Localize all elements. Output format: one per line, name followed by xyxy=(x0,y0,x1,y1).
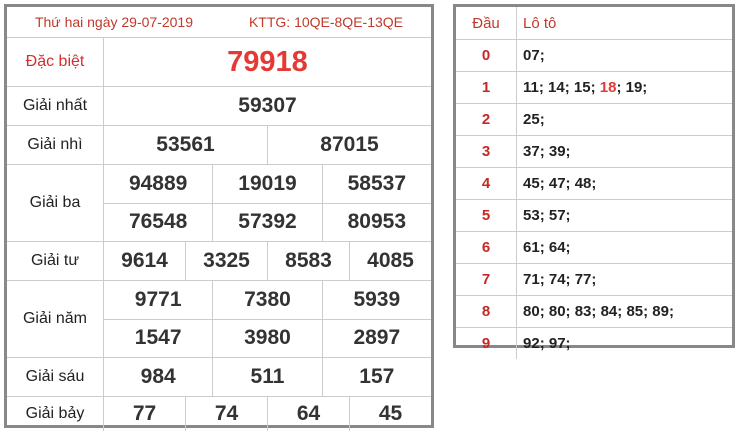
loto-header: Lô tô xyxy=(523,14,557,32)
loto-row xyxy=(456,168,732,200)
loto-number: 89 xyxy=(652,303,669,320)
prize-label-second: Giải nhì xyxy=(7,126,104,164)
loto-number: 15 xyxy=(573,79,591,96)
loto-number: 25 xyxy=(523,111,540,128)
loto-number: 57 xyxy=(548,207,566,224)
prize-number: 74 xyxy=(185,397,267,431)
prize-number: 45 xyxy=(349,397,431,431)
results-header xyxy=(7,7,431,38)
loto-number: 48 xyxy=(574,175,592,192)
loto-number: 85 xyxy=(626,303,644,320)
loto-dau: 2 xyxy=(456,104,517,135)
loto-values: 92 ; 97 ; xyxy=(523,335,575,352)
prize-label-seventh: Giải bảy xyxy=(7,397,104,431)
prize-number: 8583 xyxy=(267,242,349,280)
prize-row-first xyxy=(7,87,431,126)
prize-number: 80953 xyxy=(322,204,431,242)
prize-number: 3980 xyxy=(212,320,321,358)
loto-values: 71 ; 74 ; 77 ; xyxy=(523,271,601,288)
prize-number: 87015 xyxy=(267,126,431,164)
loto-dau: 1 xyxy=(456,72,517,103)
prize-row-fifth xyxy=(7,281,431,358)
loto-row xyxy=(456,200,732,232)
dau-header: Đầu xyxy=(456,7,517,39)
loto-values: 07 ; xyxy=(523,47,549,64)
loto-dau: 7 xyxy=(456,264,517,295)
prize-number: 94889 xyxy=(128,171,188,195)
prize-label-fourth: Giải tư xyxy=(7,242,104,280)
loto-values: 11 ; 14 ; 15 ; 18 ; 19 ; xyxy=(523,79,652,96)
prize-number: 3325 xyxy=(185,242,267,280)
loto-number: 71 xyxy=(523,271,540,288)
loto-row xyxy=(456,40,732,72)
loto-number: 53 xyxy=(523,207,540,224)
loto-dau: 3 xyxy=(456,136,517,167)
loto-number: 19 xyxy=(625,79,643,96)
prize-row-second xyxy=(7,126,431,165)
prize-number: 64 xyxy=(267,397,349,431)
loto-row xyxy=(456,232,732,264)
prize-number-special: 79918 xyxy=(227,45,308,78)
kttg-code: KTTG: 10QE-8QE-13QE xyxy=(248,14,404,30)
loto-values: 25 ; xyxy=(523,111,549,128)
results-table xyxy=(4,4,434,428)
loto-number: 07 xyxy=(523,47,540,64)
prize-number: 59307 xyxy=(238,94,297,117)
loto-number: 92 xyxy=(523,335,540,352)
loto-number: 74 xyxy=(548,271,566,288)
prize-label-special: Đặc biệt xyxy=(7,38,104,86)
prize-number: 5939 xyxy=(322,281,431,319)
prize-label-sixth: Giải sáu xyxy=(7,358,104,396)
prize-number: 77 xyxy=(132,402,157,425)
loto-rows xyxy=(456,40,732,359)
loto-values: 61 ; 64 ; xyxy=(523,239,575,256)
loto-number: 64 xyxy=(548,239,566,256)
prize-row-special xyxy=(7,38,431,87)
loto-number: 47 xyxy=(548,175,566,192)
prize-number: 58537 xyxy=(322,165,431,203)
loto-row xyxy=(456,328,732,359)
prize-row-sixth xyxy=(7,358,431,397)
loto-row xyxy=(456,104,732,136)
prize-number: 9771 xyxy=(134,287,182,311)
prize-row-fourth xyxy=(7,242,431,281)
loto-dau: 4 xyxy=(456,168,517,199)
prize-label-third: Giải ba xyxy=(7,165,104,241)
loto-number: 83 xyxy=(574,303,592,320)
loto-dau: 8 xyxy=(456,296,517,327)
loto-number: 77 xyxy=(574,271,592,288)
loto-values: 45 ; 47 ; 48 ; xyxy=(523,175,601,192)
loto-dau: 5 xyxy=(456,200,517,231)
loto-number: 97 xyxy=(548,335,566,352)
loto-row xyxy=(456,72,732,104)
prize-number: 9614 xyxy=(121,249,168,272)
loto-values: 53 ; 57 ; xyxy=(523,207,575,224)
prize-label-first: Giải nhất xyxy=(7,87,104,125)
loto-number: 37 xyxy=(523,143,540,160)
prize-number: 511 xyxy=(212,358,321,396)
prize-number: 19019 xyxy=(212,165,321,203)
prize-number: 7380 xyxy=(212,281,321,319)
loto-dau: 9 xyxy=(456,328,517,359)
prize-number: 2897 xyxy=(322,320,431,358)
prize-label-fifth: Giải năm xyxy=(7,281,104,357)
loto-dau: 0 xyxy=(456,40,517,71)
loto-header-row xyxy=(456,7,732,40)
loto-number: 61 xyxy=(523,239,540,256)
draw-date: Thứ hai ngày 29-07-2019 xyxy=(34,14,194,30)
loto-number: 18 xyxy=(599,79,617,96)
prize-number: 984 xyxy=(140,365,176,388)
loto-number: 80 xyxy=(548,303,566,320)
loto-values: 80 ; 80 ; 83 ; 84 ; 85 ; 89 ; xyxy=(523,303,679,320)
loto-number: 80 xyxy=(523,303,540,320)
prize-row-seventh xyxy=(7,397,431,431)
loto-number: 84 xyxy=(600,303,618,320)
prize-number: 4085 xyxy=(349,242,431,280)
prize-number: 76548 xyxy=(128,210,188,234)
loto-row xyxy=(456,296,732,328)
loto-row xyxy=(456,136,732,168)
loto-values: 37 ; 39 ; xyxy=(523,143,575,160)
prize-number: 57392 xyxy=(212,204,321,242)
loto-row xyxy=(456,264,732,296)
prize-number: 1547 xyxy=(134,326,182,350)
loto-number: 45 xyxy=(523,175,540,192)
loto-number: 39 xyxy=(548,143,566,160)
prize-number: 157 xyxy=(322,358,431,396)
loto-number: 11 xyxy=(523,79,539,96)
prize-number: 53561 xyxy=(156,133,215,156)
loto-table xyxy=(453,4,735,352)
loto-number: 14 xyxy=(548,79,565,96)
loto-dau: 6 xyxy=(456,232,517,263)
prize-row-third xyxy=(7,165,431,242)
